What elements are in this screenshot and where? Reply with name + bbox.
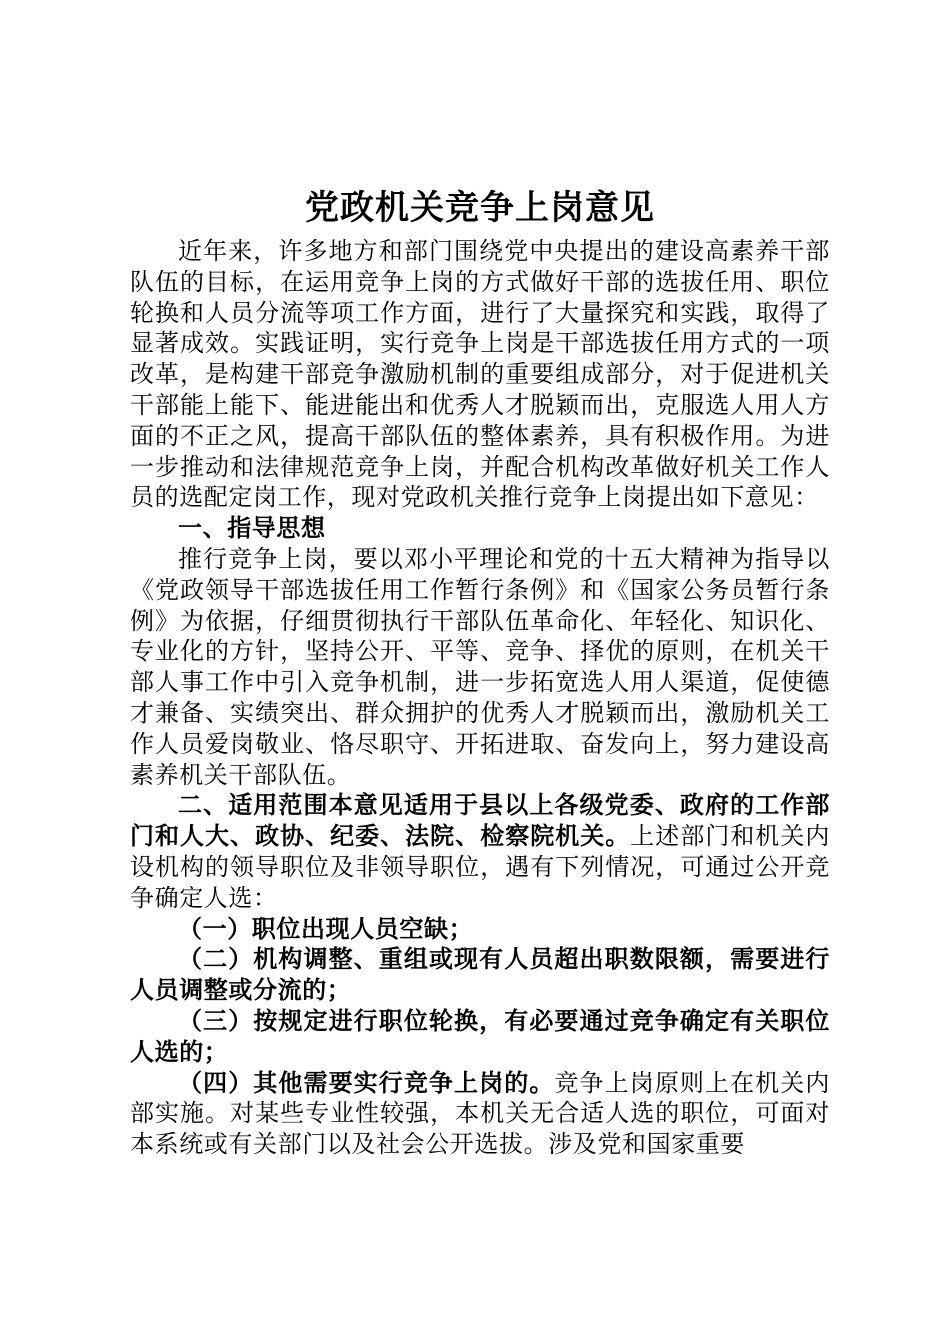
section-1-heading: 一、指导思想 xyxy=(178,514,326,543)
list-item-1: （一）职位出现人员空缺； xyxy=(178,914,474,943)
section-2-heading: 二、适用范围本意见适用于县以上各级党委、政府的工作部门和人大、政协、纪委、法院、检察院机关。 xyxy=(130,791,830,851)
section-2-body: 上述部门和机关内设机构的领导职位及非领导职位，遇有下列情况，可通过公开竞争确定人选： xyxy=(130,822,830,912)
intro-paragraph: 近年来，许多地方和部门围绕党中央提出的建设高素养干部队伍的目标，在运用竞争上岗的方式做好干部的选拔任用、职位轮换和人员分流等项工作方面，进行了大量探究和实践，取得了显著成效。实践证明，实行竞争上岗是干部选拔任用方式的一项改革，是构建干部竞争激励机制的重要组成部分，对于促进机关干部能上能下、能进能出和优秀人才脱颖而出，克服选人用人方面的不正之风，提高干部队伍的整体素养，具有积极作用。为进一步推动和法律规范竞争上岗，并配合机构改革做好机关工作人员的选配定岗工作，现对党政机关推行竞争上岗提出如下意见： xyxy=(130,237,830,512)
list-item-4-body: 竞争上岗原则上在机关内部实施。对某些专业性较强，本机关无合适人选的职位，可面对本系统或有关部门以及社会公开选拔。涉及党和国家重要 xyxy=(130,1068,830,1159)
document-page xyxy=(130,180,830,1160)
document-title: 党政机关竞争上岗意见 xyxy=(305,188,655,228)
list-item-3: （三）按规定进行职位轮换，有必要通过竞争确定有关职位人选的； xyxy=(130,1006,830,1066)
section-2-paragraph xyxy=(130,790,830,913)
section-1-paragraph: 推行竞争上岗，要以邓小平理论和党的十五大精神为指导以《党政领导干部选拔任用工作暂行条例》和《国家公务员暂行条例》为依据，仔细贯彻执行干部队伍革命化、年轻化、知识化、专业化的方针，坚持公开、平等、竞争、择优的原则，在机关干部人事工作中引入竞争机制，进一步拓宽选人用人渠道，促使德才兼备、实绩突出、群众拥护的优秀人才脱颖而出，激励机关工作人员爱岗敬业、恪尽职守、开拓进取、奋发向上，努力建设高素养机关干部队伍。 xyxy=(130,544,830,789)
list-item-4 xyxy=(130,1068,830,1160)
list-item-4-heading: （四）其他需要实行竞争上岗的。 xyxy=(178,1068,555,1097)
list-item-2: （二）机构调整、重组或现有人员超出职数限额，需要进行人员调整或分流的； xyxy=(130,945,830,1005)
